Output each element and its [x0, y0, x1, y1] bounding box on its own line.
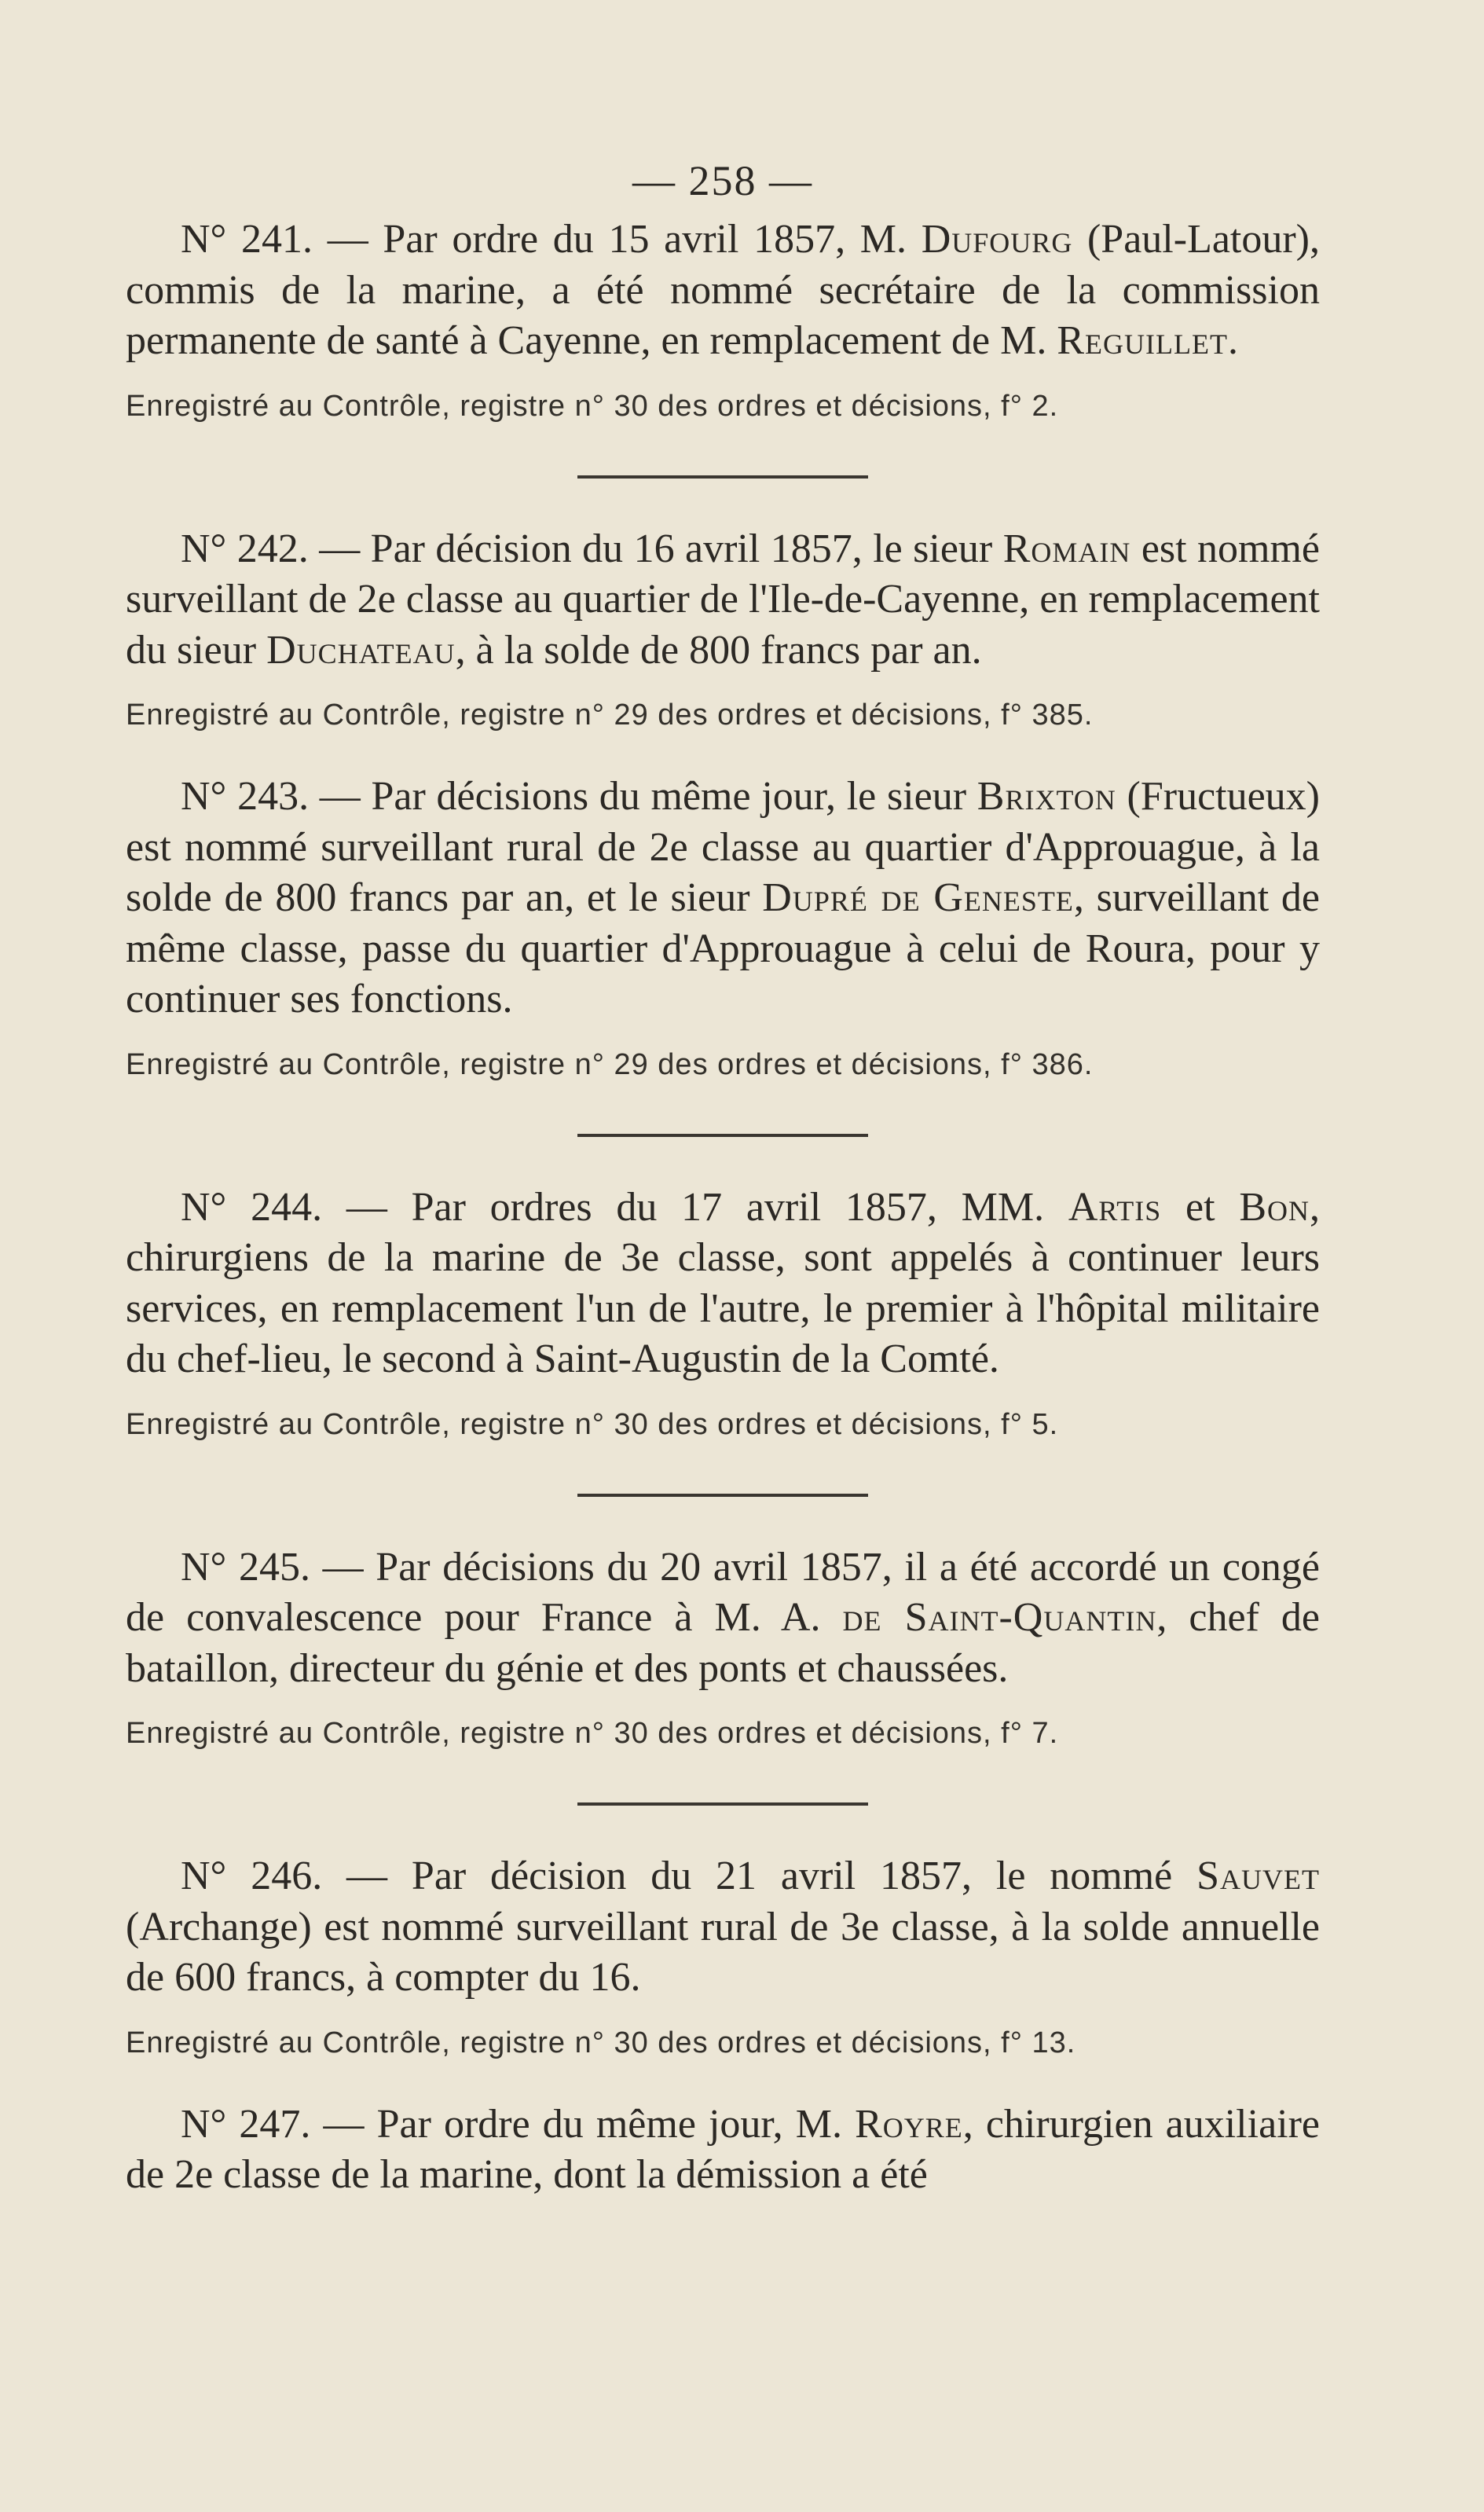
entry-text — [126, 772, 1320, 1025]
entry-text — [126, 1183, 1320, 1385]
entry-segment: N° 246. — Par décision du 21 avril 1857, le nommé — [181, 1854, 1197, 1898]
divider-rule — [577, 1134, 868, 1137]
registre-note: Enregistré au Contrôle, registre n° 30 des ordres et décisions, f° 13. — [126, 2026, 1076, 2059]
entry-segment: N° 242. — Par décision du 16 avril 1857, le sieur — [181, 526, 1003, 571]
entry-gap — [126, 2066, 1320, 2099]
page-number-header: — 258 — — [632, 157, 813, 204]
entry-segment: , chef de bataillon, directeur du génie et des ponts et chaussées. — [126, 1595, 1320, 1691]
entry-text — [126, 1851, 1320, 2004]
entry-name-smallcaps: Bon — [1239, 1184, 1310, 1230]
entry-text — [126, 1542, 1320, 1695]
document-page — [126, 153, 1320, 2201]
entry-segment: (Archange) est nommé surveillant rural de 3e classe, à la solde annuelle de 600 francs, à compter du 16. — [126, 1904, 1320, 2000]
entry-243 — [126, 772, 1320, 1088]
entry-name-smallcaps: Artis — [1068, 1184, 1162, 1230]
entry-name-smallcaps: Brixton — [977, 774, 1116, 819]
entry-text — [126, 524, 1320, 677]
entry-245 — [126, 1542, 1320, 1758]
entry-246 — [126, 1851, 1320, 2066]
entry-segment: , chirurgiens de la marine de 3e classe, sont appelés à continuer leurs services, en remplacement l'un de l'autre, le premier à l'hôpital militaire du chef-lieu, le second à Saint-Augustin de la Comté. — [126, 1184, 1320, 1381]
entry-name-smallcaps: Dupré de Geneste — [762, 875, 1074, 920]
entry-text — [126, 2099, 1320, 2201]
entry-gap — [126, 739, 1320, 772]
entry-name-smallcaps: Royre — [855, 2101, 963, 2147]
entry-segment: (Paul-Latour), commis de la marine, a été nommé secrétaire de la commission permanente de santé à Cayenne, en remplacement de M. — [126, 217, 1320, 363]
entry-segment: , à la solde de 800 francs par an. — [455, 627, 982, 673]
entry-segment: . — [1228, 318, 1238, 363]
entry-segment: N° 243. — Par décisions du même jour, le sieur — [181, 774, 977, 819]
entry-name-smallcaps: Sauvet — [1196, 1854, 1320, 1898]
entry-name-smallcaps: Duchateau — [266, 627, 456, 673]
entry-segment: et — [1161, 1184, 1240, 1230]
entry-segment: , chirurgien auxiliaire de 2e classe de la marine, dont la démission a été — [126, 2101, 1320, 2197]
entry-name-smallcaps: de Saint-Quantin — [842, 1595, 1157, 1640]
entry-segment: N° 247. — Par ordre du même jour, M. — [181, 2101, 856, 2147]
entry-segment: N° 244. — Par ordres du 17 avril 1857, MM. — [181, 1184, 1068, 1230]
entry-name-smallcaps: Reguillet — [1057, 318, 1228, 363]
entry-segment: est nommé surveillant de 2e classe au quartier de l'Ile-de-Cayenne, en remplacement du sieur — [126, 526, 1320, 673]
divider-rule — [577, 1802, 868, 1806]
entry-244 — [126, 1183, 1320, 1448]
entry-247 — [126, 2099, 1320, 2201]
divider-rule — [577, 475, 868, 479]
divider-rule — [577, 1494, 868, 1497]
entry-segment: , surveillant de même classe, passe du quartier d'Approuague à celui de Roura, pour y continuer ses fonctions. — [126, 875, 1320, 1021]
entry-text — [126, 215, 1320, 367]
entry-name-smallcaps: Romain — [1002, 526, 1131, 571]
registre-note: Enregistré au Contrôle, registre n° 30 des ordres et décisions, f° 5. — [126, 1407, 1059, 1441]
entry-segment: (Fructueux) est nommé surveillant rural de 2e classe au quartier d'Approuague, à la solde de 800 francs par an, et le sieur — [126, 774, 1320, 920]
entry-242 — [126, 524, 1320, 739]
registre-note: Enregistré au Contrôle, registre n° 29 des ordres et décisions, f° 385. — [126, 699, 1094, 732]
entry-241 — [126, 215, 1320, 430]
entry-segment: N° 241. — Par ordre du 15 avril 1857, M. — [181, 217, 922, 262]
entry-name-smallcaps: Dufourg — [921, 217, 1073, 262]
registre-note: Enregistré au Contrôle, registre n° 30 des ordres et décisions, f° 2. — [126, 389, 1059, 423]
entry-segment: N° 245. — Par décisions du 20 avril 1857, il a été accordé un congé de convalescence pour France à M. A. — [126, 1544, 1320, 1640]
registre-note: Enregistré au Contrôle, registre n° 29 des ordres et décisions, f° 386. — [126, 1047, 1094, 1081]
registre-note: Enregistré au Contrôle, registre n° 30 des ordres et décisions, f° 7. — [126, 1717, 1059, 1750]
